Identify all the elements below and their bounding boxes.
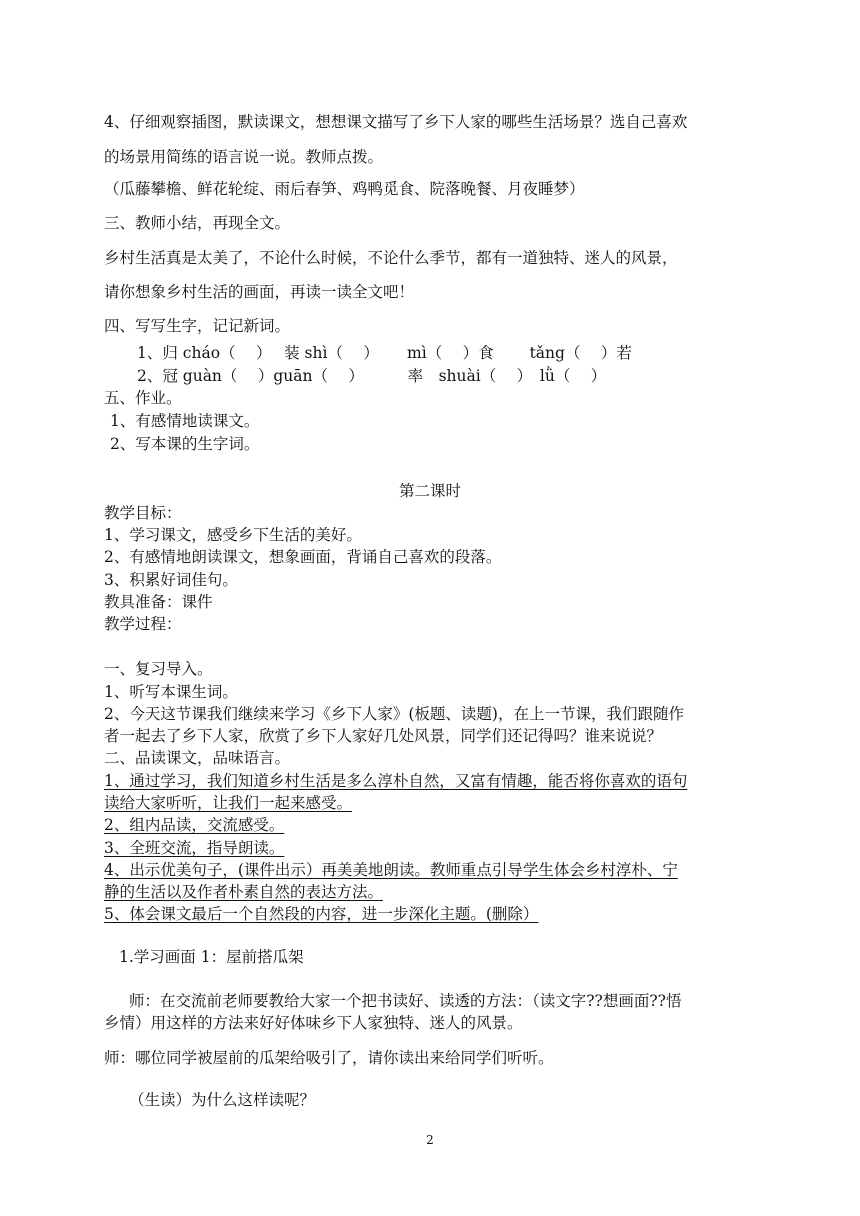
goals-label: 教学目标： xyxy=(104,504,182,522)
goal-2: 2、有感情地朗读课文，想象画面，背诵自己喜欢的段落。 xyxy=(104,548,502,566)
underlined-item2: 2、组内品读，交流感受。 xyxy=(104,816,285,834)
q4-line1: 4、仔细观察插图，默读课文，想想课文描写了乡下人家的哪些生活场景？选自己喜欢 xyxy=(104,113,688,131)
step1-item2-line2: 者一起去了乡下人家，欣赏了乡下人家好几处风景，同学们还记得吗？谁来说说？ xyxy=(104,727,663,745)
goal-1: 1、学习课文，感受乡下生活的美好。 xyxy=(104,526,362,544)
underlined-item3: 3、全班交流，指导朗读。 xyxy=(104,839,285,857)
teaching-tools: 教具准备：课件 xyxy=(104,593,213,611)
underlined-item4-line1: 4、出示优美句子，(课件出示）再美美地朗读。教师重点引导学生体会乡村淳朴、宁 xyxy=(104,861,678,879)
teacher-line1: 师：在交流前老师要教给大家一个把书读好、读透的方法：（读文字??想画面??悟 xyxy=(129,992,682,1010)
q4-line2: 的场景用简练的语言说一说。教师点拨。 xyxy=(104,148,384,166)
underlined-item4-line2: 静的生活以及作者朴素自然的表达方法。 xyxy=(104,883,384,901)
step2-title: 二、品读课文，品味语言。 xyxy=(104,749,291,767)
q4-answer: （瓜藤攀檐、鲜花轮绽、雨后春笋、鸡鸭觅食、院落晚餐、月夜睡梦） xyxy=(104,180,585,198)
teacher-question: 师：哪位同学被屋前的瓜架给吸引了，请你读出来给同学们听听。 xyxy=(104,1049,554,1067)
page-number: 2 xyxy=(426,1133,434,1147)
underlined-item1-line2: 读给大家听听，让我们一起来感受。 xyxy=(104,794,353,812)
pinyin-row2: 2、冠 guàn（ ）guān（ ） 率 shuài（ ） lǜ（ ） xyxy=(137,367,607,385)
goal-3: 3、积累好词佳句。 xyxy=(104,571,238,589)
lesson2-heading: 第二课时 xyxy=(398,482,461,500)
section4-title: 四、写写生字，记记新词。 xyxy=(104,317,291,335)
step1-item2-line1: 2、今天这节课我们继续来学习《乡下人家》(板题、读题)，在上一节课，我们跟随作 xyxy=(104,705,684,723)
pinyin-row1: 1、归 cháo（ ） 装 shì（ ） mì（ ）食 tǎng（ ）若 xyxy=(137,344,632,362)
section3-title: 三、教师小结，再现全文。 xyxy=(104,214,291,232)
homework-1: 1、有感情地读课文。 xyxy=(110,412,260,430)
step1-item1: 1、听写本课生词。 xyxy=(104,683,238,701)
section3-line1: 乡村生活真是太美了，不论什么时候，不论什么季节，都有一道独特、迷人的风景， xyxy=(104,249,678,267)
teacher-line2: 乡情）用这样的方法来好好体味乡下人家独特、迷人的风景。 xyxy=(104,1014,523,1032)
underlined-item5: 5、体会课文最后一个自然段的内容，进一步深化主题。(删除） xyxy=(104,905,539,923)
student-reading: （生读）为什么这样读呢？ xyxy=(129,1091,316,1109)
homework-2: 2、写本课的生字词。 xyxy=(110,435,260,453)
scene1-title: 1.学习画面 1：屋前搭瓜架 xyxy=(119,948,304,966)
section5-title: 五、作业。 xyxy=(104,389,182,407)
underlined-item1-line1: 1、通过学习，我们知道乡村生活是多么淳朴自然，又富有情趣，能否将你喜欢的语句 xyxy=(104,772,688,790)
section3-line2: 请你想象乡村生活的画面，再读一读全文吧！ xyxy=(104,283,415,301)
step1-title: 一、复习导入。 xyxy=(104,660,213,678)
process-label: 教学过程： xyxy=(104,615,182,633)
